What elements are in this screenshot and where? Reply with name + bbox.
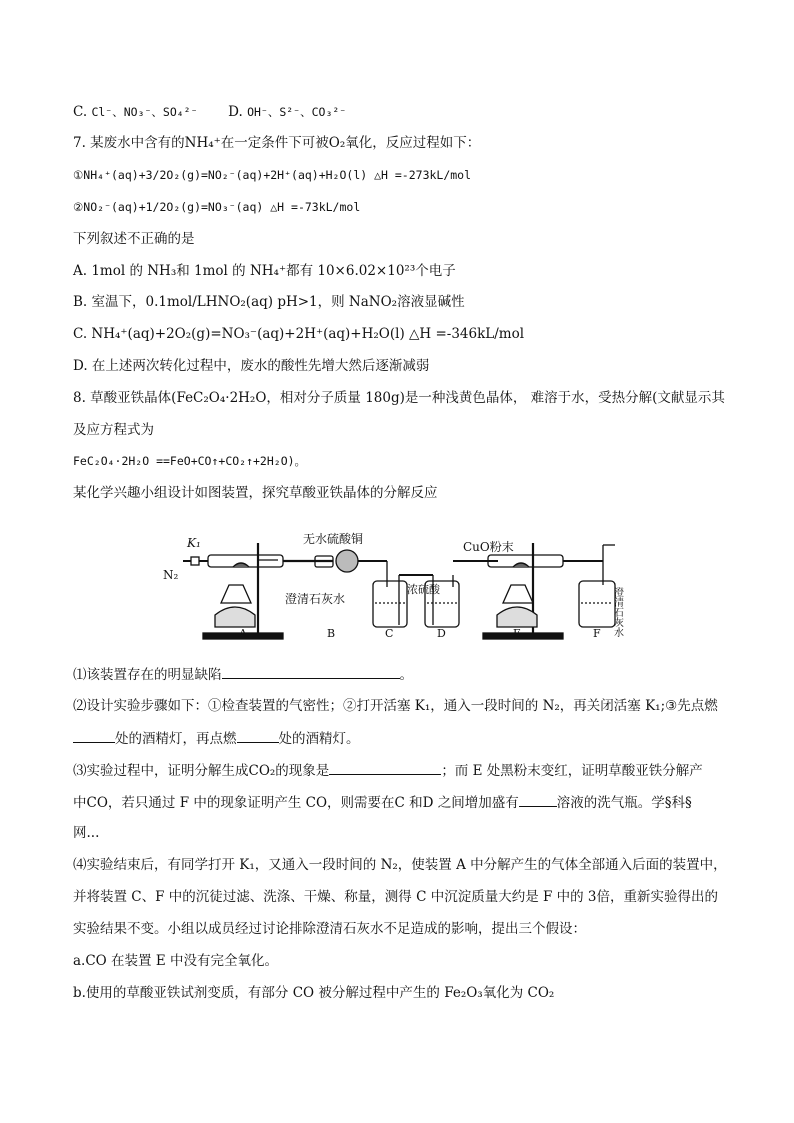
q8-sub3-line1-end: ；而 E 处黑粉末变红，证明草酸亚铁分解产 bbox=[441, 763, 703, 779]
label-limewater-c: 澄清石灰水 bbox=[285, 592, 346, 606]
q6-options-line bbox=[73, 102, 346, 122]
q8-sub4-line2: 并将装置 C、F 中的沉徒过滤、洗涤、干燥、称量，测得 C 中沉淀质量大约是 F 中的 3倍，重新实验得出的 bbox=[73, 889, 719, 905]
q8-sub3-line1 bbox=[73, 760, 703, 781]
q7-option-a: A. 1mol 的 NH₃和 1mol 的 NH₄⁺都有 10×6.02×10²³个电子 bbox=[73, 263, 456, 279]
label-n2: N₂ bbox=[163, 568, 179, 582]
q8-sub3-line2 bbox=[73, 792, 692, 813]
bottle-f bbox=[579, 581, 615, 627]
q8-sub3-start: ⑶实验过程中，证明分解生成CO₂的现象是 bbox=[73, 763, 330, 779]
q8-hypothesis-a: a.CO 在装置 E 中没有完全氧化。 bbox=[73, 953, 278, 969]
q8-stem-line1: 8. 草酸亚铁晶体(FeC₂O₄·2H₂O，相对分子质量 180g)是一种浅黄色晶体， 难溶于水，受热分解(文献显示其 bbox=[73, 390, 725, 406]
label-c: C bbox=[385, 627, 394, 640]
q8-sub1 bbox=[73, 664, 413, 685]
q6-option-c-letter: C. bbox=[73, 104, 88, 120]
drying-bulb-b bbox=[336, 550, 358, 572]
q8-hypothesis-b: b.使用的草酸亚铁试剂变质，有部分 CO 被分解过程中产生的 Fe₂O₃氧化为 CO₂ bbox=[73, 985, 555, 1001]
label-f: F bbox=[593, 627, 601, 640]
q7-stem: 7. 某废水中含有的NH₄⁺在一定条件下可被O₂氧化，反应过程如下： bbox=[73, 135, 481, 151]
q7-option-b: B. 室温下，0.1mol/LHNO₂(aq) pH>1，则 NaNO₂溶液显碱性 bbox=[73, 294, 465, 310]
alcohol-lamp-a bbox=[221, 585, 251, 603]
answer-blank-2a[interactable] bbox=[73, 728, 115, 743]
q7-equation-1: ①NH₄⁺(aq)+3/2O₂(g)=NO₂⁻(aq)+2H⁺(aq)+H₂O(l) △H =-273kL/mol bbox=[73, 168, 472, 182]
answer-blank-2b[interactable] bbox=[237, 728, 279, 743]
q8-sub3-line2-end: 溶液的洗气瓶。学§科§ bbox=[556, 795, 692, 811]
q6-option-c-text: Cl⁻、NO₃⁻、SO₄²⁻ bbox=[91, 105, 198, 119]
answer-blank-1[interactable] bbox=[222, 664, 400, 679]
q8-sub2-end: 处的酒精灯。 bbox=[278, 731, 360, 747]
q8-sub2-line2 bbox=[73, 728, 360, 749]
q7-equation-2: ②NO₂⁻(aq)+1/2O₂(g)=NO₃⁻(aq) △H =-73kL/mol bbox=[73, 200, 361, 214]
label-a: A bbox=[239, 627, 247, 640]
label-k1: K₁ bbox=[187, 536, 201, 550]
q7-question: 下列叙述不正确的是 bbox=[73, 231, 195, 247]
q8-equation: FeC₂O₄·2H₂O ==FeO+CO↑+CO₂↑+2H₂O)。 bbox=[73, 454, 307, 468]
apparatus-diagram bbox=[163, 525, 633, 645]
label-d: D bbox=[437, 627, 446, 640]
label-b: B bbox=[327, 627, 336, 640]
q8-sub4-line3: 实验结果不变。小组以成员经过讨论排除澄清石灰水不足造成的影响，提出三个假设： bbox=[73, 921, 586, 937]
q8-sub3-line2-start: 中CO，若只通过 F 中的现象证明产生 CO，则需要在C 和D 之间增加盛有 bbox=[73, 795, 519, 811]
label-conc-h2so4: 浓硫酸 bbox=[407, 583, 440, 596]
q8-sub1-end: 。 bbox=[399, 667, 413, 683]
q8-sub2-mid: 处的酒精灯，再点燃 bbox=[115, 731, 237, 747]
q6-option-d-text: OH⁻、S²⁻、CO₃²⁻ bbox=[247, 105, 347, 119]
q7-option-d: D. 在上述两次转化过程中，废水的酸性先增大然后逐渐减弱 bbox=[73, 358, 430, 374]
bottle-c bbox=[373, 581, 407, 627]
label-limewater-f: 澄清石灰水 bbox=[611, 587, 623, 637]
q8-stem-line2: 及应方程式为 bbox=[73, 422, 154, 438]
label-anhydrous-cuso4: 无水硫酸铜 bbox=[303, 532, 364, 546]
q8-sub3-line3: 网... bbox=[73, 825, 100, 841]
answer-blank-3a[interactable] bbox=[329, 760, 441, 775]
label-e: E bbox=[513, 627, 522, 640]
stand-base-e bbox=[483, 633, 563, 639]
q7-option-c: C. NH₄⁺(aq)+2O₂(g)=NO₃⁻(aq)+2H⁺(aq)+H₂O(l) △H =-346kL/mol bbox=[73, 326, 525, 342]
answer-blank-3b[interactable] bbox=[519, 792, 557, 807]
q8-sub1-text: ⑴该装置存在的明显缺陷 bbox=[73, 667, 222, 683]
q8-sub2-line1: ⑵设计实验步骤如下：①检查装置的气密性；②打开活塞 K₁，通入一段时间的 N₂，再关闭活塞 K₁;③先点燃 bbox=[73, 698, 718, 714]
q8-sub4-line1: ⑷实验结束后，有同学打开 K₁，又通入一段时间的 N₂，使装置 A 中分解产生的气体全部通入后面的装置中， bbox=[73, 857, 727, 873]
q8-intro: 某化学兴趣小组设计如图装置，探究草酸亚铁晶体的分解反应 bbox=[73, 485, 438, 501]
alcohol-lamp-e bbox=[503, 585, 533, 603]
label-cuo-powder: CuO粉末 bbox=[463, 540, 514, 554]
q6-option-d-letter: D. bbox=[228, 104, 243, 120]
